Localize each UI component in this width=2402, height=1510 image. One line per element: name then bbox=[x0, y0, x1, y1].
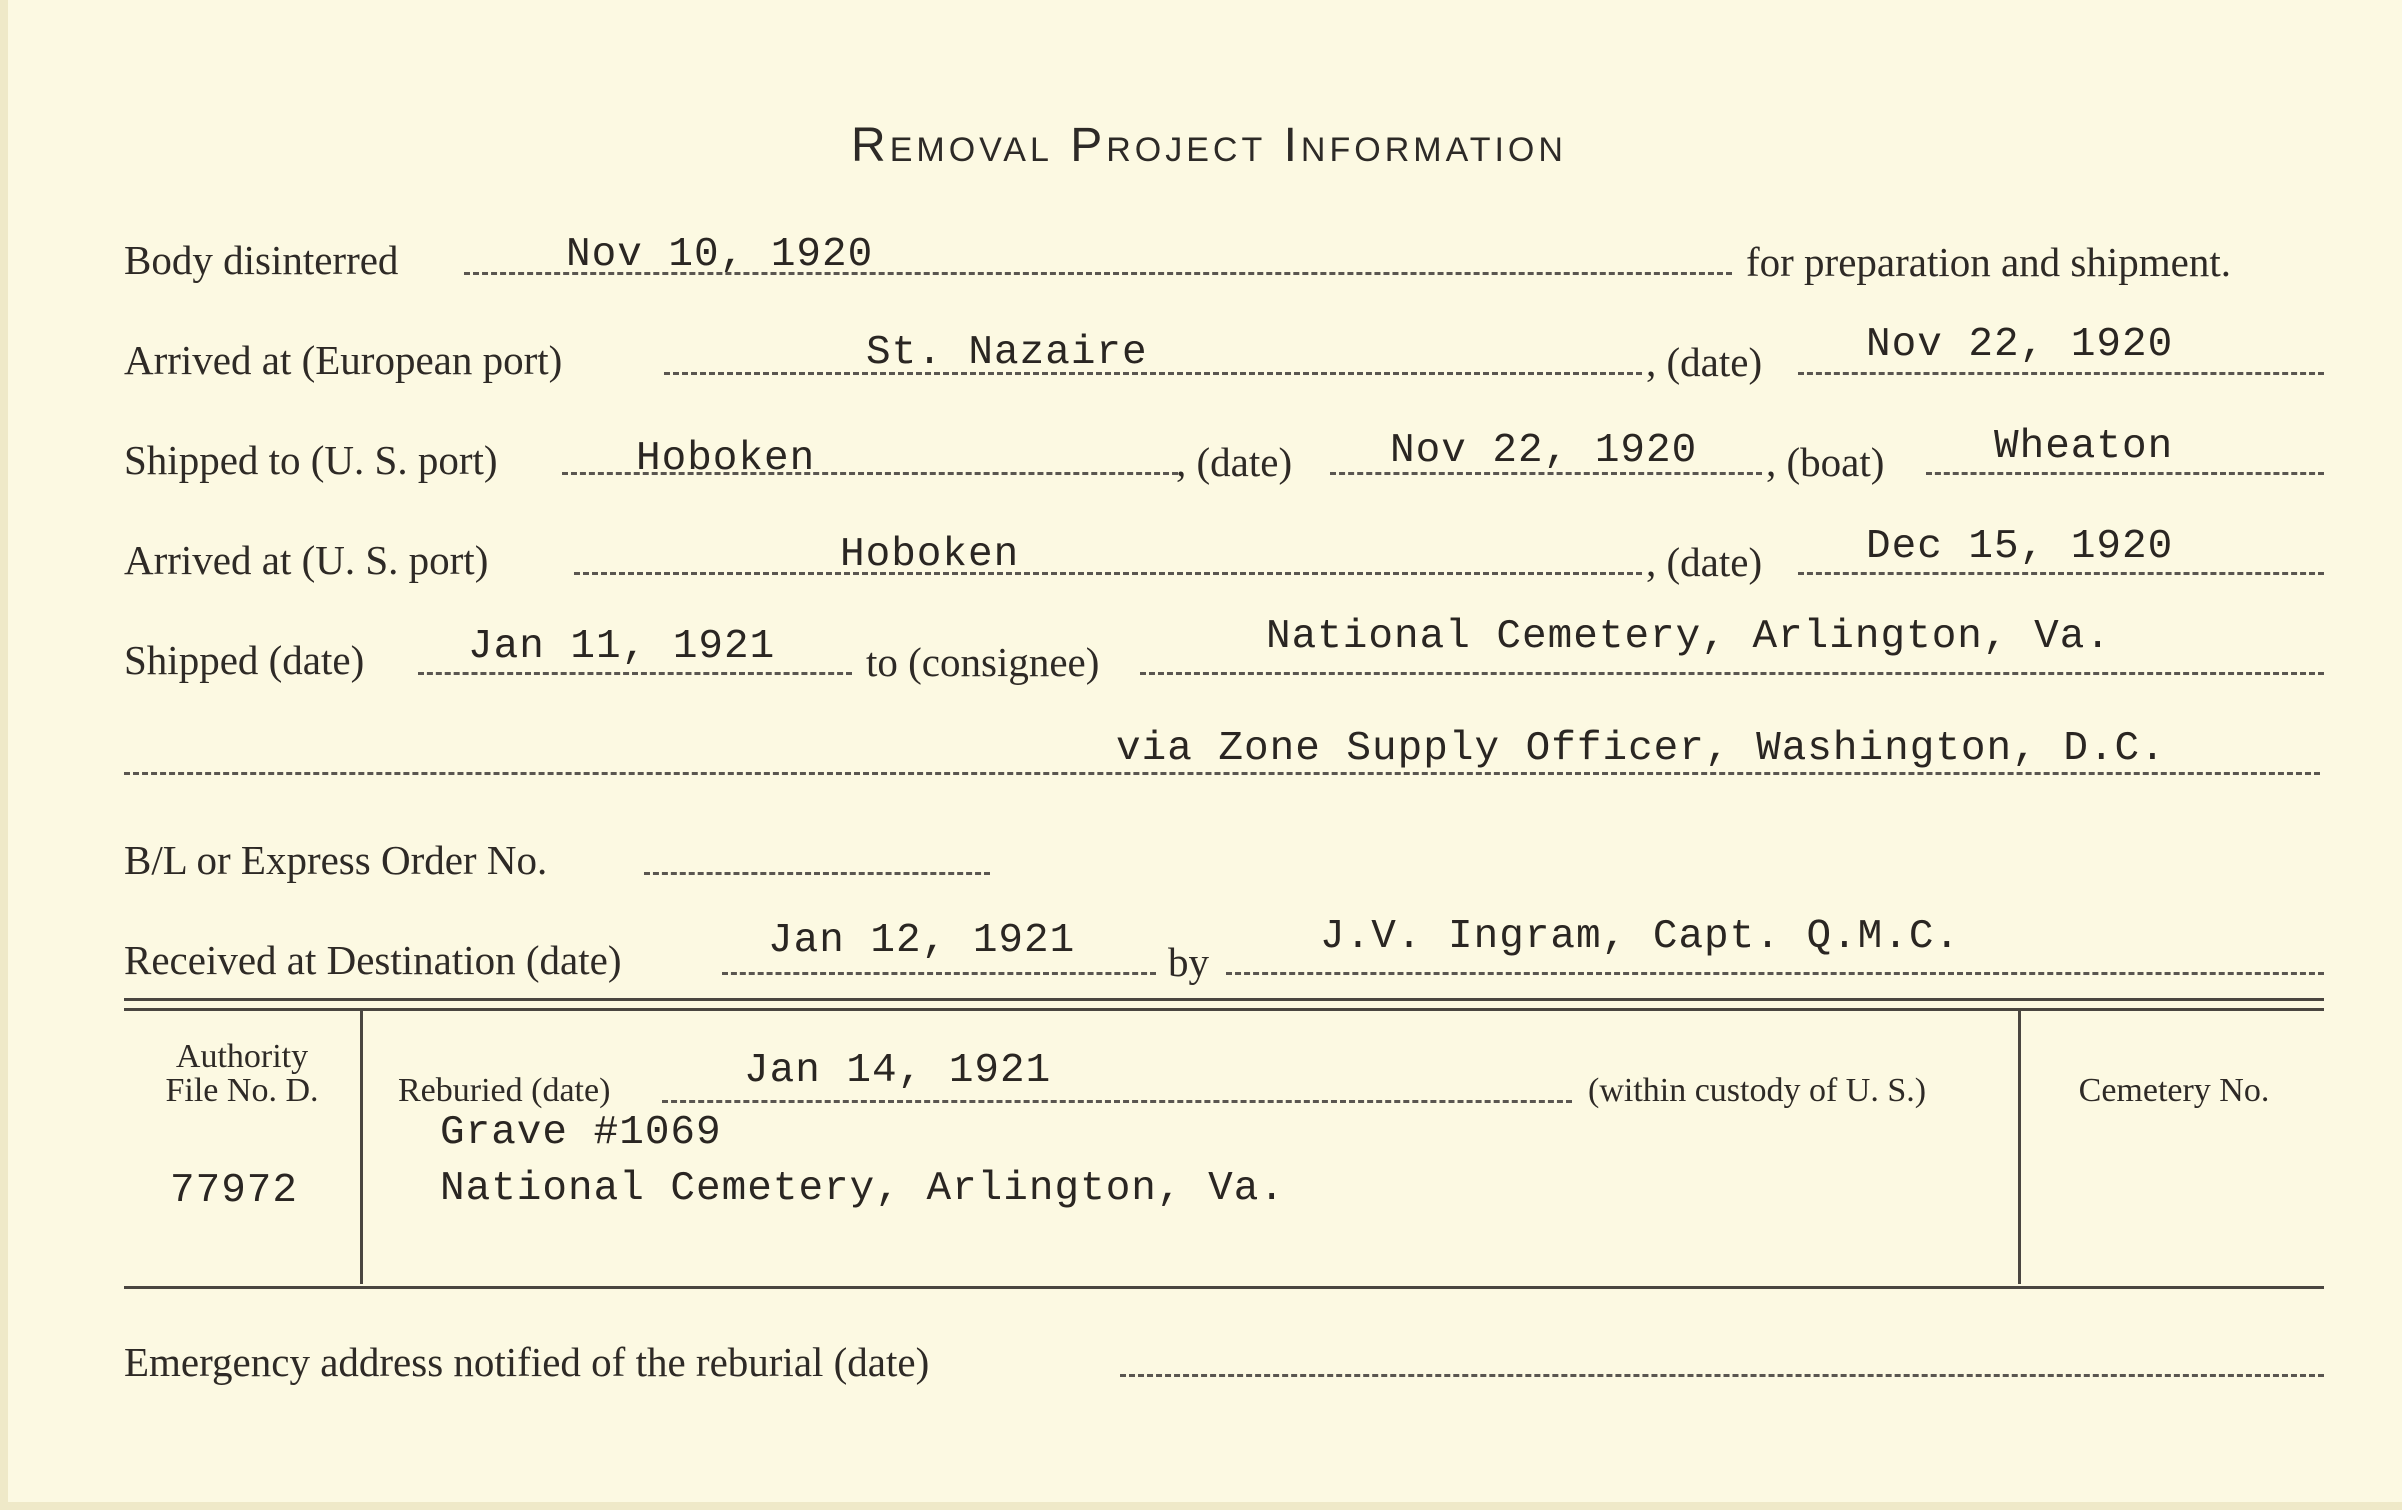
emergency-line bbox=[1120, 1374, 2324, 1377]
european-port-date: Nov 22, 1920 bbox=[1866, 322, 2174, 368]
grave-number: Grave #1069 bbox=[440, 1110, 722, 1156]
consignee-value: National Cemetery, Arlington, Va. bbox=[1266, 614, 2111, 660]
shipped-label: Shipped (date) bbox=[124, 637, 365, 683]
european-port-value: St. Nazaire bbox=[866, 330, 1148, 376]
shipped-us-value: Hoboken bbox=[636, 436, 816, 482]
received-by-line bbox=[1226, 972, 2324, 975]
disinterred-suffix: for preparation and shipment. bbox=[1746, 239, 2232, 285]
file-number: 77972 bbox=[170, 1168, 299, 1214]
arrived-us-date: Dec 15, 1920 bbox=[1866, 524, 2174, 570]
disinterred-value: Nov 10, 1920 bbox=[566, 232, 874, 278]
emergency-label: Emergency address notified of the reburial (date) bbox=[124, 1339, 930, 1385]
shipped-us-boat: Wheaton bbox=[1994, 424, 2174, 470]
consignee-line-2 bbox=[124, 772, 2320, 775]
shipped-us-date-label: , (date) bbox=[1176, 439, 1293, 485]
box-divider-left bbox=[360, 1010, 363, 1284]
consignee-value-2: via Zone Supply Officer, Washington, D.C. bbox=[1116, 726, 2166, 772]
authority-label-1: Authority bbox=[175, 1038, 309, 1075]
authority-label-2: File No. D. bbox=[165, 1072, 319, 1109]
received-date: Jan 12, 1921 bbox=[768, 918, 1076, 964]
shipped-us-date: Nov 22, 1920 bbox=[1390, 428, 1698, 474]
shipped-us-label: Shipped to (U. S. port) bbox=[124, 437, 498, 483]
box-top-rule-1 bbox=[124, 998, 2324, 1001]
shipped-us-boat-line bbox=[1926, 472, 2324, 475]
received-by-label: by bbox=[1168, 939, 1209, 985]
box-bottom-rule bbox=[124, 1286, 2324, 1289]
arrived-us-line bbox=[574, 572, 1642, 575]
bl-line bbox=[644, 872, 990, 875]
bl-label: B/L or Express Order No. bbox=[124, 837, 548, 883]
arrived-us-value: Hoboken bbox=[840, 532, 1020, 578]
arrived-us-date-line bbox=[1798, 572, 2324, 575]
reburied-label: Reburied (date) bbox=[398, 1072, 611, 1109]
arrived-us-date-label: , (date) bbox=[1646, 539, 1763, 585]
reburial-location: National Cemetery, Arlington, Va. bbox=[440, 1166, 1285, 1212]
box-top-rule-2 bbox=[124, 1008, 2324, 1011]
arrived-us-label: Arrived at (U. S. port) bbox=[124, 537, 489, 583]
consignee-line bbox=[1140, 672, 2324, 675]
reburied-line bbox=[662, 1100, 1572, 1103]
reburied-date: Jan 14, 1921 bbox=[744, 1048, 1052, 1094]
received-by: J.V. Ingram, Capt. Q.M.C. bbox=[1320, 914, 1961, 960]
custody-label: (within custody of U. S.) bbox=[1588, 1072, 1927, 1109]
european-port-date-line bbox=[1798, 372, 2324, 375]
received-date-line bbox=[722, 972, 1156, 975]
shipped-us-boat-label: , (boat) bbox=[1766, 439, 1885, 485]
disinterred-label: Body disinterred bbox=[124, 237, 399, 283]
shipped-date-line bbox=[418, 672, 852, 675]
box-divider-right bbox=[2018, 1010, 2021, 1284]
european-port-label: Arrived at (European port) bbox=[124, 337, 563, 383]
card-title: Removal Project Information bbox=[851, 119, 1567, 172]
shipped-date: Jan 11, 1921 bbox=[468, 624, 776, 670]
european-port-line bbox=[664, 372, 1642, 375]
consignee-label: to (consignee) bbox=[866, 639, 1100, 685]
european-port-date-label: , (date) bbox=[1646, 339, 1763, 385]
received-label: Received at Destination (date) bbox=[124, 937, 622, 983]
cemetery-no-label: Cemetery No. bbox=[2078, 1072, 2270, 1109]
